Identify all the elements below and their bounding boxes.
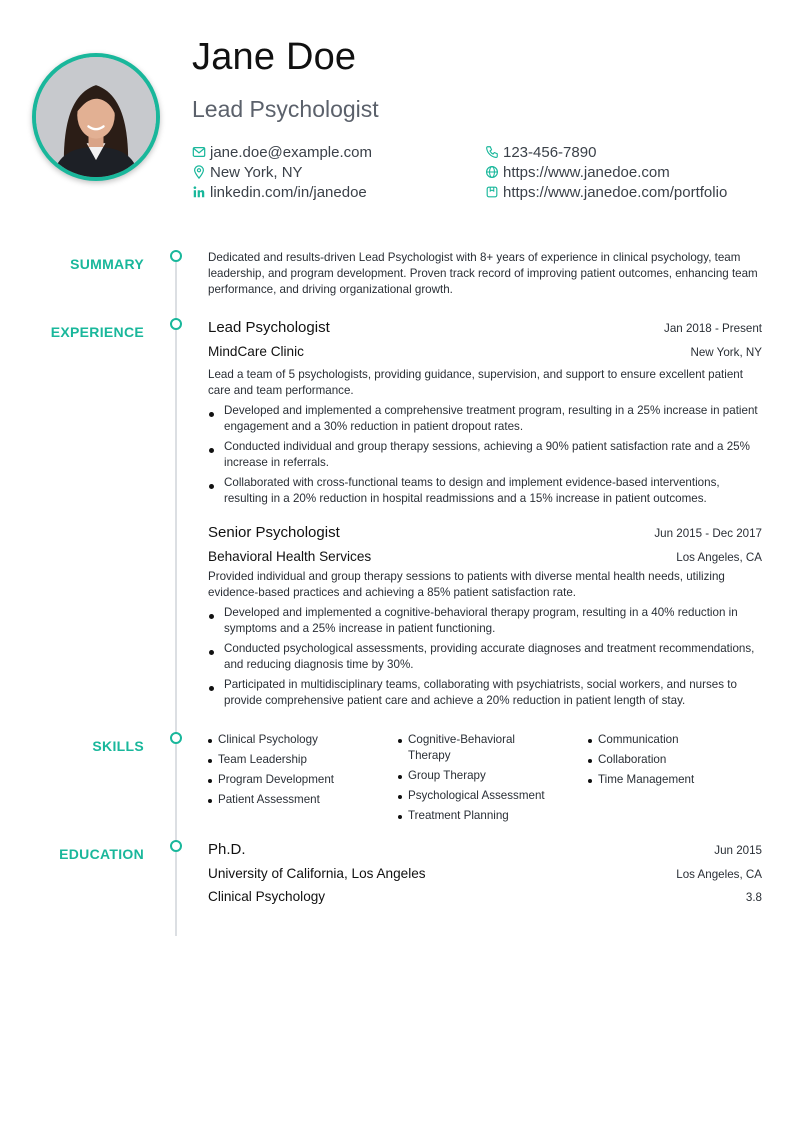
section-title-skills: SKILLS bbox=[92, 738, 144, 754]
globe-icon bbox=[485, 165, 499, 179]
job-location: New York, NY bbox=[690, 346, 762, 359]
skill-item: Psychological Assessment bbox=[398, 788, 563, 804]
mail-icon bbox=[192, 145, 206, 159]
skill-item: Cognitive-Behavioral Therapy bbox=[398, 732, 538, 764]
job-title: Senior Psychologist bbox=[208, 524, 340, 541]
section-title-education: EDUCATION bbox=[59, 846, 144, 862]
company-name: MindCare Clinic bbox=[208, 344, 304, 359]
contact-phone[interactable] bbox=[485, 142, 596, 162]
job-description: Provided individual and group therapy sessions to patients with diverse mental health needs, utilizing evidence-based practices and achieving a 85% patient satisfaction rate. bbox=[208, 570, 725, 599]
summary-text: Dedicated and results-driven Lead Psychologist with 8+ years of experience in clinical psychology, team leadership, and program development. Proven track record of improving patient outcomes, enhancing team performance, and driving organizational growth. bbox=[208, 251, 758, 296]
contact-website[interactable] bbox=[485, 162, 670, 182]
contact-website-text: https://www.janedoe.com bbox=[503, 163, 670, 181]
job-achievements bbox=[208, 605, 762, 709]
timeline-dot-education bbox=[170, 840, 182, 852]
candidate-name: Jane Doe bbox=[192, 36, 357, 78]
contact-email-text: jane.doe@example.com bbox=[210, 143, 372, 161]
skill-item: Group Therapy bbox=[398, 768, 563, 784]
contact-portfolio-text: https://www.janedoe.com/portfolio bbox=[503, 183, 728, 201]
job-dates: Jan 2018 - Present bbox=[664, 322, 762, 335]
contact-location bbox=[192, 162, 303, 182]
skill-item: Time Management bbox=[588, 772, 762, 788]
contact-portfolio[interactable] bbox=[485, 182, 727, 202]
experience-entry bbox=[208, 319, 762, 511]
degree: Ph.D. bbox=[208, 841, 246, 858]
phone-icon bbox=[485, 145, 499, 159]
portfolio-icon bbox=[485, 185, 499, 199]
skills-column-1 bbox=[208, 732, 388, 812]
skill-item: Patient Assessment bbox=[208, 792, 388, 808]
timeline-dot-experience bbox=[170, 318, 182, 330]
job-description: Lead a team of 5 psychologists, providing guidance, supervision, and support to ensure excellent patient care and team performance. bbox=[208, 368, 743, 397]
job-dates: Jun 2015 - Dec 2017 bbox=[654, 527, 762, 540]
skills-column-3 bbox=[588, 732, 762, 792]
timeline-dot-skills bbox=[170, 732, 182, 744]
field-of-study: Clinical Psychology bbox=[208, 889, 326, 904]
skill-item: Communication bbox=[588, 732, 762, 748]
school-name: University of California, Los Angeles bbox=[208, 866, 426, 881]
contact-email[interactable] bbox=[192, 142, 372, 162]
map-pin-icon bbox=[192, 165, 206, 179]
section-title-summary: SUMMARY bbox=[70, 256, 144, 272]
contact-location-text: New York, NY bbox=[210, 163, 303, 181]
contact-linkedin-text: linkedin.com/in/janedoe bbox=[210, 183, 367, 201]
contact-phone-text: 123-456-7890 bbox=[503, 143, 597, 161]
list-item: Developed and implemented a comprehensive treatment program, resulting in a 25% increase in patient engagement and a 30% reduction in patient dropout rates. bbox=[208, 403, 762, 435]
section-title-experience: EXPERIENCE bbox=[50, 324, 144, 340]
skill-item: Clinical Psychology bbox=[208, 732, 388, 748]
list-item: Collaborated with cross-functional teams to design and implement evidence-based interventions, resulting in a 20% reduction in hospital readmissions and a 15% increase in patient outcomes. bbox=[208, 475, 762, 507]
job-achievements bbox=[208, 403, 762, 507]
experience-entry bbox=[208, 524, 762, 713]
job-title: Lead Psychologist bbox=[208, 319, 330, 336]
gpa: 3.8 bbox=[745, 891, 762, 904]
job-location: Los Angeles, CA bbox=[676, 551, 762, 564]
skills-list bbox=[208, 732, 762, 832]
linkedin-icon bbox=[192, 185, 206, 199]
skill-item: Team Leadership bbox=[208, 752, 388, 768]
skills-column-2 bbox=[398, 732, 563, 828]
school-location: Los Angeles, CA bbox=[676, 868, 762, 881]
profile-photo-image bbox=[36, 57, 156, 177]
skill-item: Collaboration bbox=[588, 752, 762, 768]
list-item: Developed and implemented a cognitive-behavioral therapy program, resulting in a 40% reduction in symptoms and a 25% increase in patient functioning. bbox=[208, 605, 762, 637]
contact-linkedin[interactable] bbox=[192, 182, 367, 202]
list-item: Participated in multidisciplinary teams, collaborating with psychiatrists, social workers, and nurses to provide comprehensive patient care and achieve a 20% reduction in patient length of stay. bbox=[208, 677, 762, 709]
education-date: Jun 2015 bbox=[714, 844, 762, 857]
list-item: Conducted individual and group therapy sessions, achieving a 90% patient satisfaction rate and a 25% increase in referrals. bbox=[208, 439, 762, 471]
profile-photo bbox=[32, 53, 160, 181]
skill-item: Treatment Planning bbox=[398, 808, 563, 824]
timeline-dot-summary bbox=[170, 250, 182, 262]
list-item: Conducted psychological assessments, providing accurate diagnoses and treatment recommendations, and reducing diagnosis time by 30%. bbox=[208, 641, 762, 673]
company-name: Behavioral Health Services bbox=[208, 549, 372, 564]
candidate-role: Lead Psychologist bbox=[192, 96, 379, 122]
education-entry bbox=[208, 841, 762, 907]
timeline-line bbox=[175, 262, 177, 936]
skill-item: Program Development bbox=[208, 772, 388, 788]
